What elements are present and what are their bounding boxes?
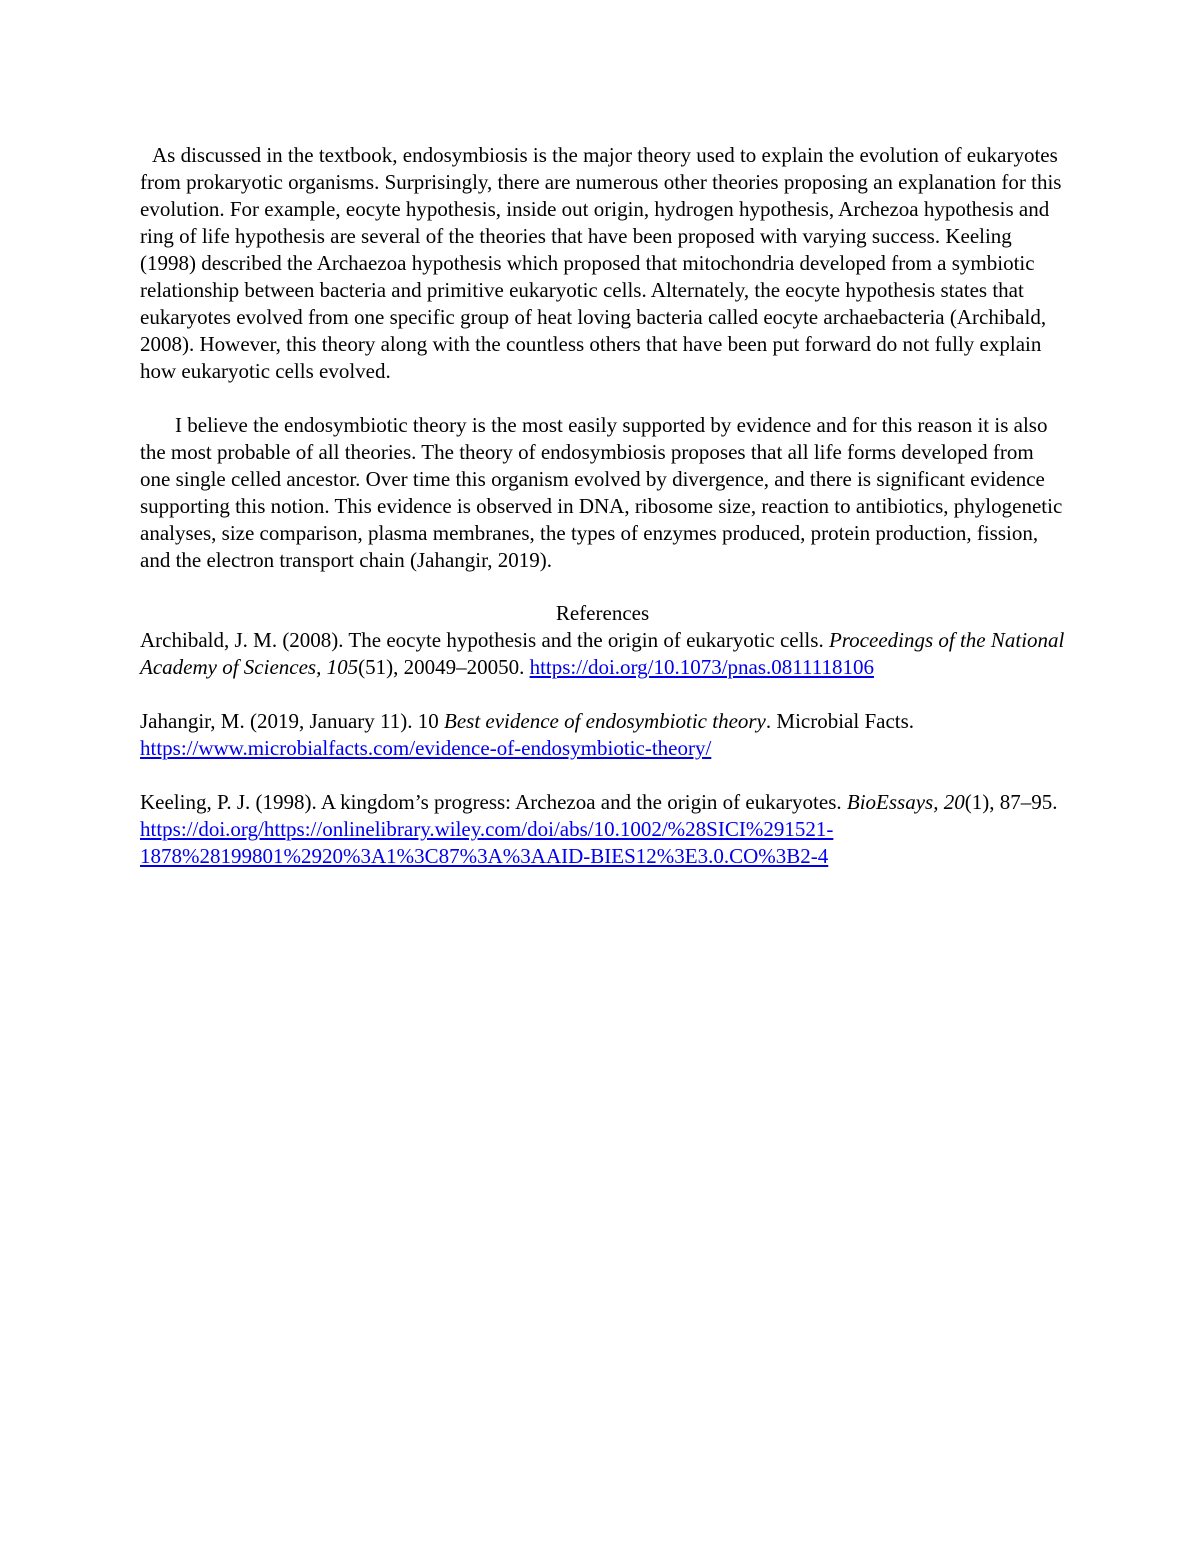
body-paragraph-2: I believe the endosymbiotic theory is the most easily supported by evidence and for this reason it is also the most probable of all theories. The theory of endosymbiosis proposes that all life forms developed from one single celled ancestor. Over time this organism evolved by divergence, and there is significant evidence supporting this notion. This evidence is observed in DNA, ribosome size, reaction to antibiotics, phylogenetic analyses, size comparison, plasma membranes, the types of enzymes produced, protein production, fission, and the electron transport chain (Jahangir, 2019). bbox=[140, 413, 1063, 572]
reference-link-jahangir[interactable]: https://www.microbialfacts.com/evidence-of-endosymbiotic-theory/ bbox=[140, 736, 712, 760]
reference-source-italic: BioEssays, 20 bbox=[846, 790, 965, 814]
reference-source-italic: Proceedings of the National Academy of Sciences, 105 bbox=[140, 628, 1065, 679]
reference-text: Keeling, P. J. (1998). A kingdom’s progress: Archezoa and the origin of eukaryotes. bbox=[140, 790, 847, 814]
body-paragraph-1: As discussed in the textbook, endosymbiosis is the major theory used to explain the evolution of eukaryotes from prokaryotic organisms. Surprisingly, there are numerous other theories proposing an explanation for this evolution. For example, eocyte hypothesis, inside out origin, hydrogen hypothesis, Archezoa hypothesis and ring of life hypothesis are several of the theories that have been proposed with varying success. Keeling (1998) described the Archaezoa hypothesis which proposed that mitochondria developed from a symbiotic relationship between bacteria and primitive eukaryotic cells. Alternately, the eocyte hypothesis states that eukaryotes evolved from one specific group of heat loving bacteria called eocyte archaebacteria (Archibald, 2008). However, this theory along with the countless others that have been put forward do not fully explain how eukaryotic cells evolved. bbox=[140, 143, 1062, 383]
reference-keeling bbox=[140, 789, 1065, 870]
reference-jahangir bbox=[140, 708, 1065, 762]
reference-text: (51), 20049–20050. bbox=[358, 655, 530, 679]
document-page bbox=[140, 142, 1065, 870]
reference-link-archibald[interactable]: https://doi.org/10.1073/pnas.0811118106 bbox=[529, 655, 874, 679]
reference-text: Jahangir, M. (2019, January 11). 10 bbox=[140, 709, 444, 733]
reference-archibald bbox=[140, 627, 1065, 681]
references-heading: References bbox=[555, 601, 650, 625]
reference-source-italic: Best evidence of endosymbiotic theory bbox=[444, 709, 766, 733]
reference-text: Archibald, J. M. (2008). The eocyte hypothesis and the origin of eukaryotic cells. bbox=[140, 628, 829, 652]
reference-text: (1), 87–95. bbox=[964, 790, 1058, 814]
reference-link-keeling[interactable]: https://doi.org/https://onlinelibrary.wiley.com/doi/abs/10.1002/%28SICI%291521-1878%28199801%2920%3A1%3C87%3A%3AAID-BIES12%3E3.0.CO%3B2-4 bbox=[140, 817, 834, 868]
reference-text: . Microbial Facts. bbox=[765, 709, 915, 733]
